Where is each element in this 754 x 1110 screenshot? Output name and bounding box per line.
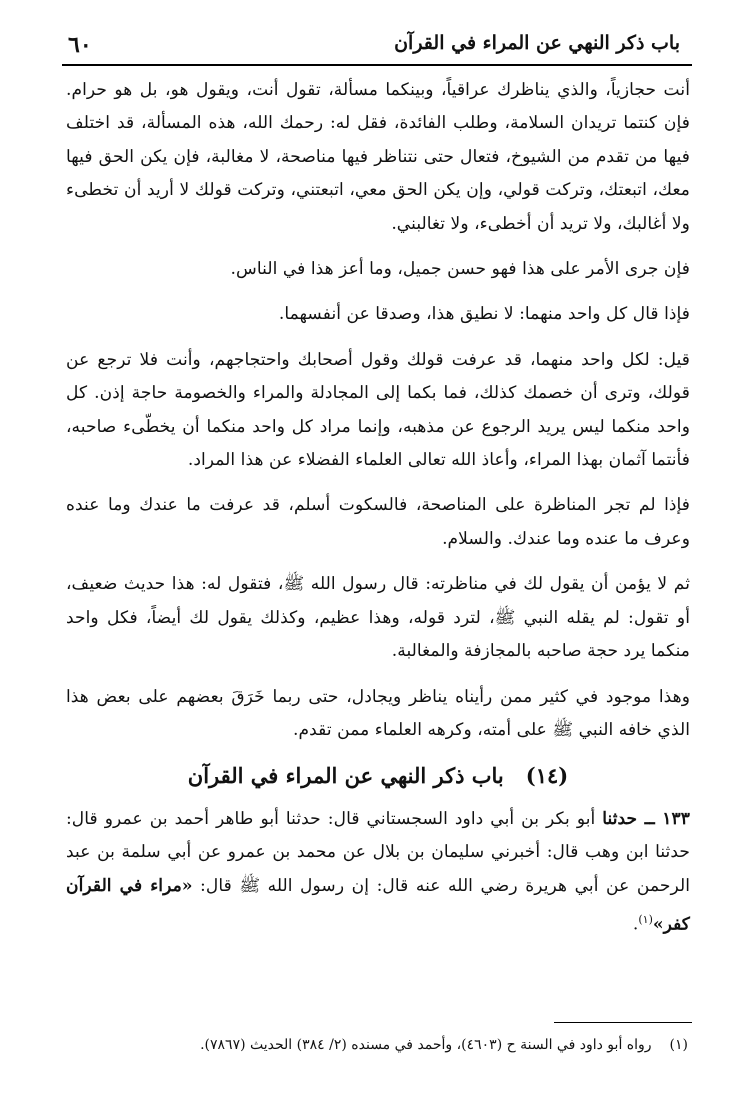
running-header <box>62 28 692 66</box>
main-text <box>66 74 690 942</box>
hadith-lead: ١٣٣ ــ حدثنا <box>602 808 690 829</box>
paragraph: أنت حجازياً، والذي يناظرك عراقياً، وبينكما مسألة، تقول أنت، ويقول هو، بل هو حرام. فإن كنتما تريدان السلامة، وطلب الفائدة، فقل له: رحمك الله، هذه المسألة، قد اختلف فيها من تقدم من الشيوخ، فتعال حتى نتناظر فيها مناصحة، لا مغالبة، فإن يكن الحق فيها معك، اتبعتك، وتركت قولي، وإن يكن الحق معي، اتبعتني، وتركت قولك لا أريد أن تخطىء ولا أغالبك، ولا تريد أن أخطىء، ولا تغالبني. <box>66 80 690 234</box>
chapter-heading <box>66 759 690 792</box>
hadith-paragraph <box>66 803 690 942</box>
hadith-end: . <box>632 914 639 935</box>
paragraph: ثم لا يؤمن أن يقول لك في مناظرته: قال رسول الله ﷺ، فتقول له: هذا حديث ضعيف، أو تقول: لم يقله النبي ﷺ، لترد قوله، وهذا عظيم، وكذلك يقول لك أيضاً، فكل واحد منكما يرد حجة صاحبه بالمجازفة والمغالبة. <box>66 574 690 662</box>
hadith-quote: «مراء في القرآن كفر» <box>66 875 690 935</box>
chapter-title: باب ذكر النهي عن المراء في القرآن <box>187 763 504 789</box>
paragraph: قيل: لكل واحد منهما، قد عرفت قولك وقول أصحابك واحتجاجهم، وأنت فلا ترجع عن قولك، وترى أن خصمك كذلك، فما بكما إلى المجادلة والمراء والخصومة حاجة إذن. كل واحد منكما ليس يريد الرجوع عن مذهبه، وإنما مراد كل واحد منكما أن يخطّىء صاحبه، فأنتما آثمان بهذا المراء، وأعاذ الله تعالى العلماء الفضلاء عن هذا المراد. <box>66 349 690 471</box>
chapter-number: (١٤) <box>525 763 569 789</box>
footnote-divider <box>554 1022 692 1023</box>
footnote-text: رواه أبو داود في السنة ح (٤٦٠٣)، وأحمد في مسنده (٢/ ٣٨٤) الحديث (٧٨٦٧). <box>200 1037 652 1053</box>
paragraph: فإذا لم تجر المناظرة على المناصحة، فالسكوت أسلم، قد عرفت ما عندك وما عنده وعرف ما عنده وما عندك. والسلام. <box>66 495 690 549</box>
footnote-number: (١) <box>669 1037 688 1053</box>
footnote <box>66 1032 688 1058</box>
page-number: ٦٠ <box>68 32 92 58</box>
paragraph: فإذا قال كل واحد منهما: لا نطيق هذا، وصدقا عن أنفسهما. <box>278 304 690 325</box>
hadith-isnad: أبو بكر بن أبي داود السجستاني قال: حدثنا أبو طاهر أحمد بن عمرو قال: حدثنا ابن وهب قال: أخبرني سليمان بن بلال عن محمد بن عمرو عن أبي سلمة بن عبد الرحمن عن أبي هريرة رضي الله عنه قال: إن رسول الله ﷺ قال: <box>66 808 691 896</box>
footnote-reference: (١) <box>638 912 653 926</box>
paragraph: فإن جرى الأمر على هذا فهو حسن جميل، وما أعز هذا في الناس. <box>230 259 690 280</box>
paragraph: وهذا موجود في كثير ممن رأيناه يناظر ويجادل، حتى ربما خَرَقَ بعضهم على بعض هذا الذي خافه النبي ﷺ على أمته، وكرهه العلماء ممن تقدم. <box>66 686 690 740</box>
header-title: باب ذكر النهي عن المراء في القرآن <box>394 32 680 54</box>
